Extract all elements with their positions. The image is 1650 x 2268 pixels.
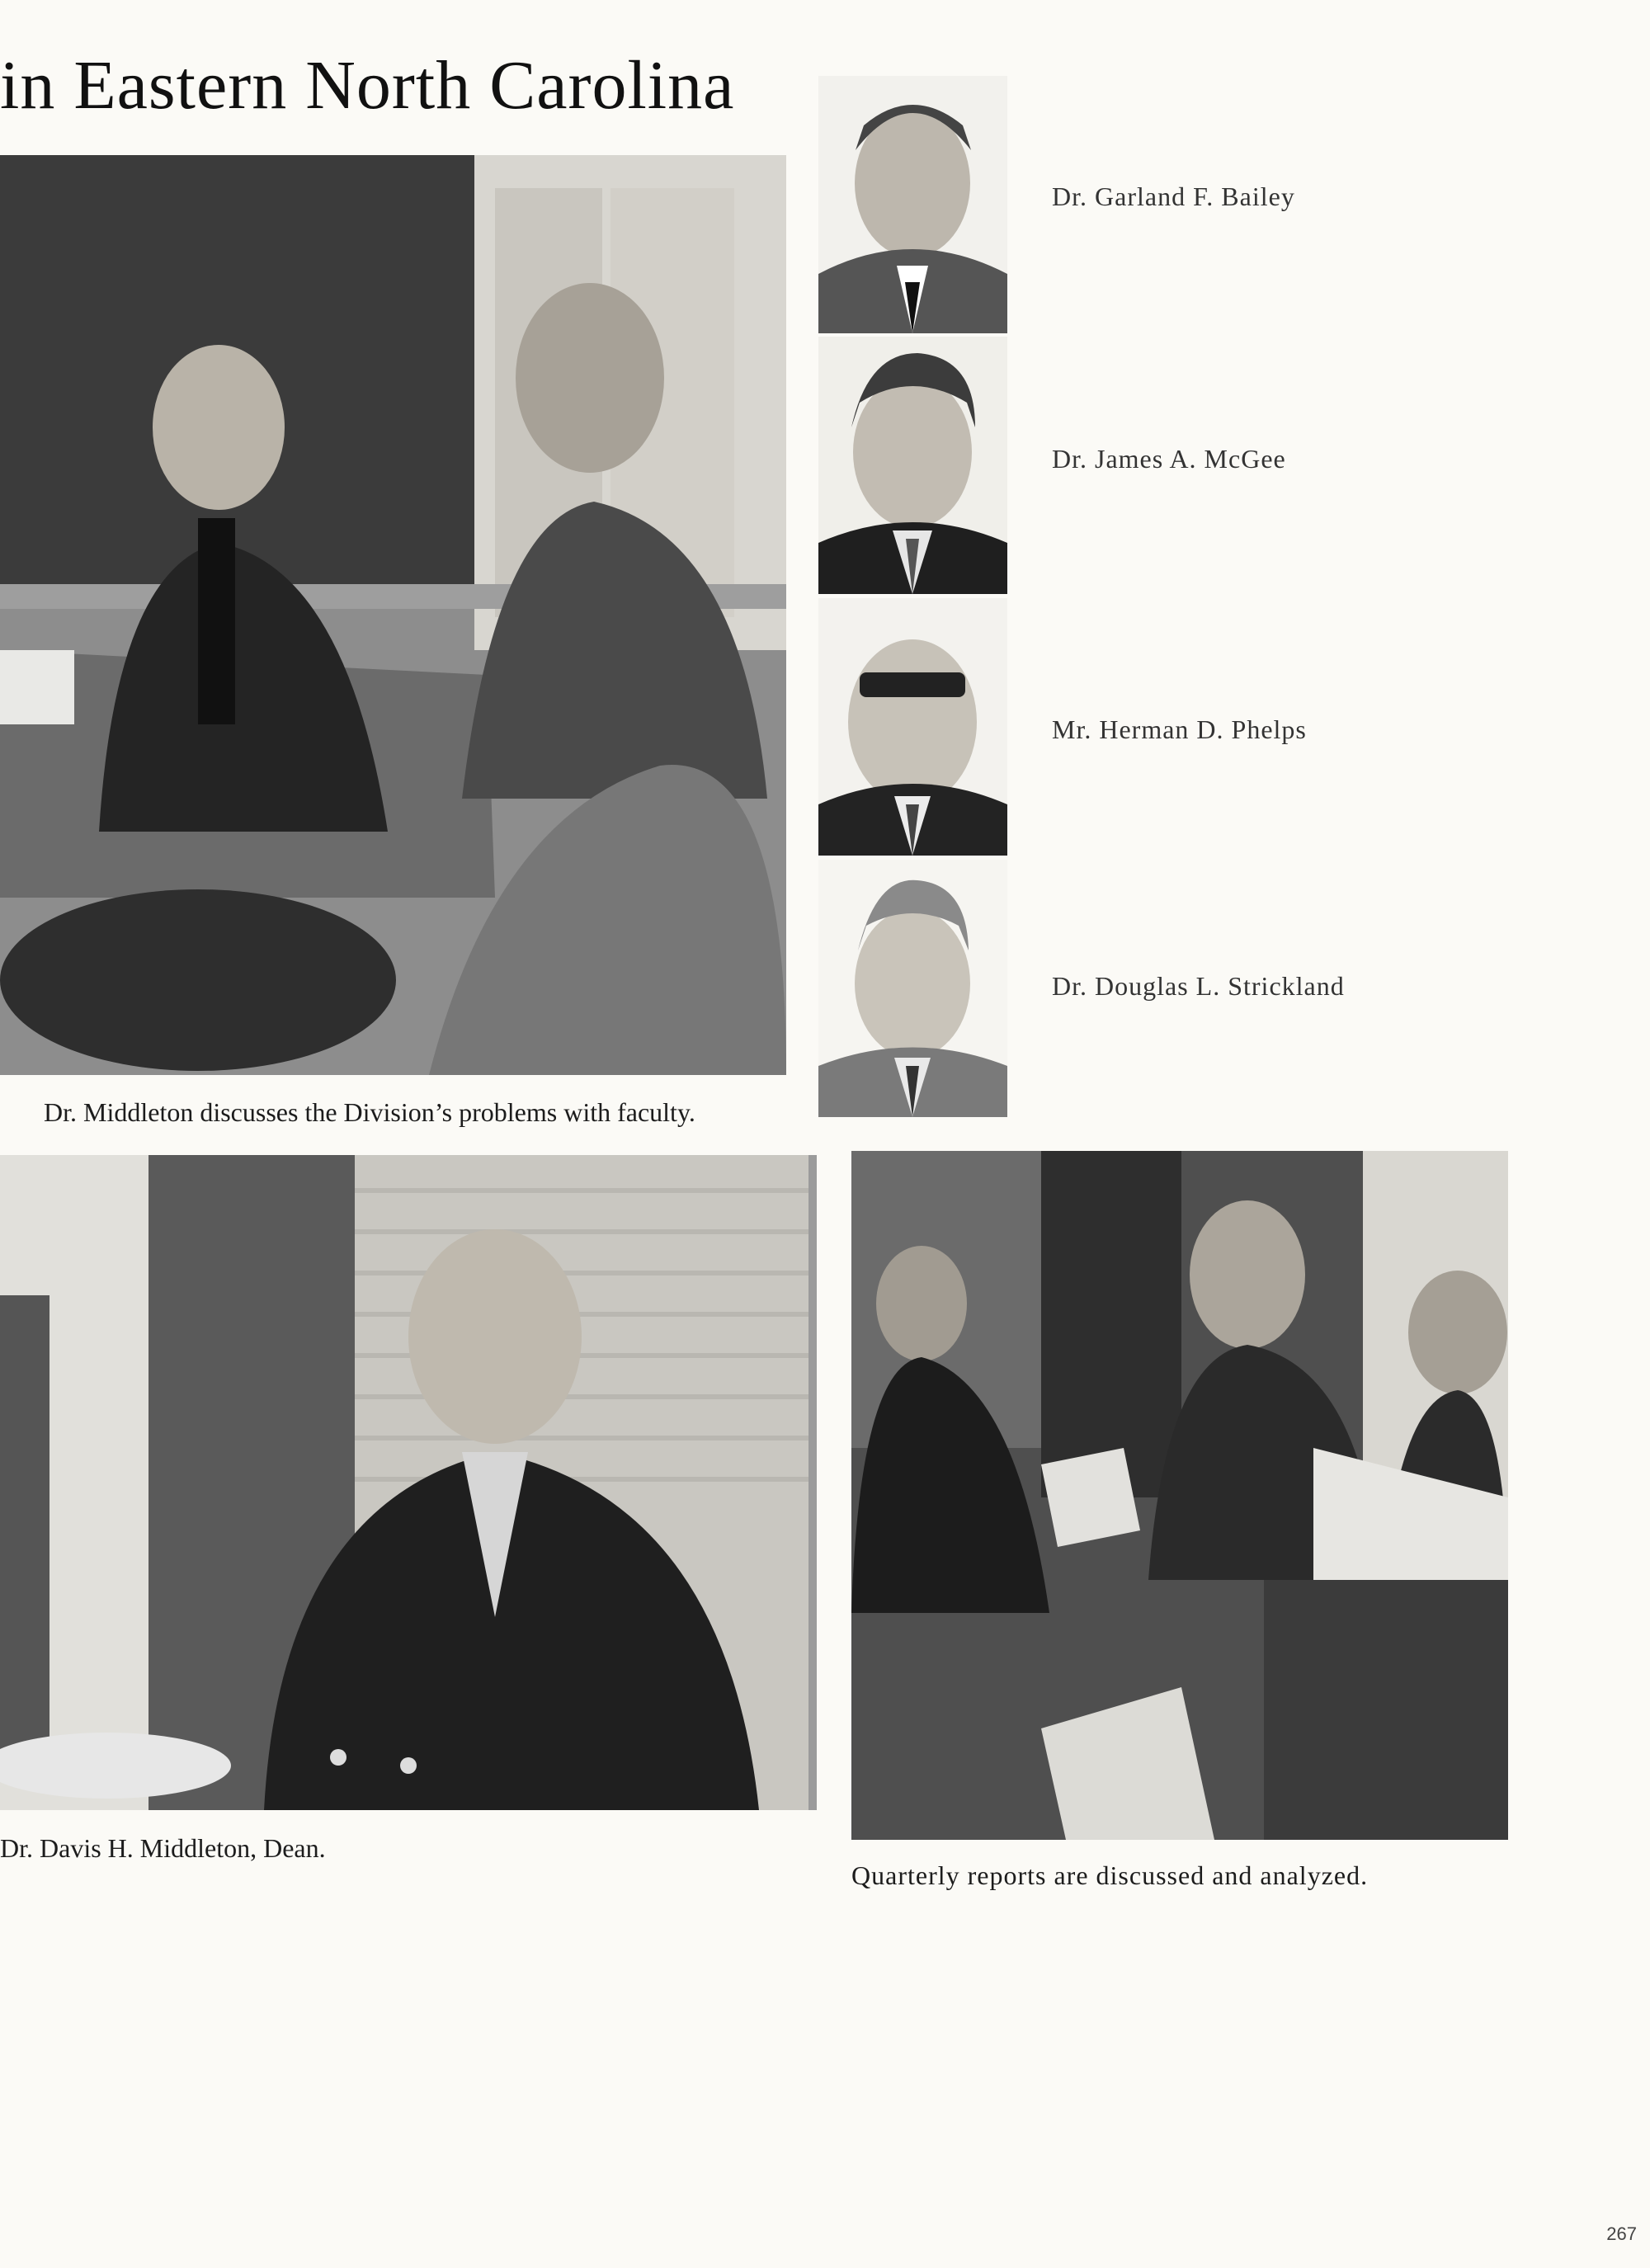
reports-photo-image [851,1151,1508,1840]
reports-caption: Quarterly reports are discussed and analyzed. [851,1860,1369,1890]
portrait-name-phelps: Mr. Herman D. Phelps [1052,714,1307,744]
portrait-bailey-image [818,76,1007,333]
page-headline: in Eastern North Carolina [0,47,735,124]
portrait-name-mcgee: Dr. James A. McGee [1052,444,1286,474]
portrait-strickland-image [818,860,1007,1117]
portrait-name-bailey: Dr. Garland F. Bailey [1052,182,1295,211]
meeting-photo [0,155,786,1075]
portrait-phelps-image [818,598,1007,856]
portrait-photo-bailey [818,76,1007,333]
meeting-photo-image [0,155,786,1075]
portrait-name-strickland: Dr. Douglas L. Strickland [1052,971,1345,1001]
dean-photo-image [0,1155,817,1810]
page-number: 267 [1606,2223,1637,2244]
meeting-caption: Dr. Middleton discusses the Division’s problems with faculty. [44,1097,695,1127]
reports-photo [851,1151,1508,1840]
portrait-photo-strickland [818,860,1007,1117]
dean-caption: Dr. Davis H. Middleton, Dean. [0,1833,326,1863]
portrait-mcgee-image [818,337,1007,594]
portrait-photo-mcgee [818,337,1007,594]
portrait-photo-phelps [818,598,1007,856]
dean-photo [0,1155,817,1810]
